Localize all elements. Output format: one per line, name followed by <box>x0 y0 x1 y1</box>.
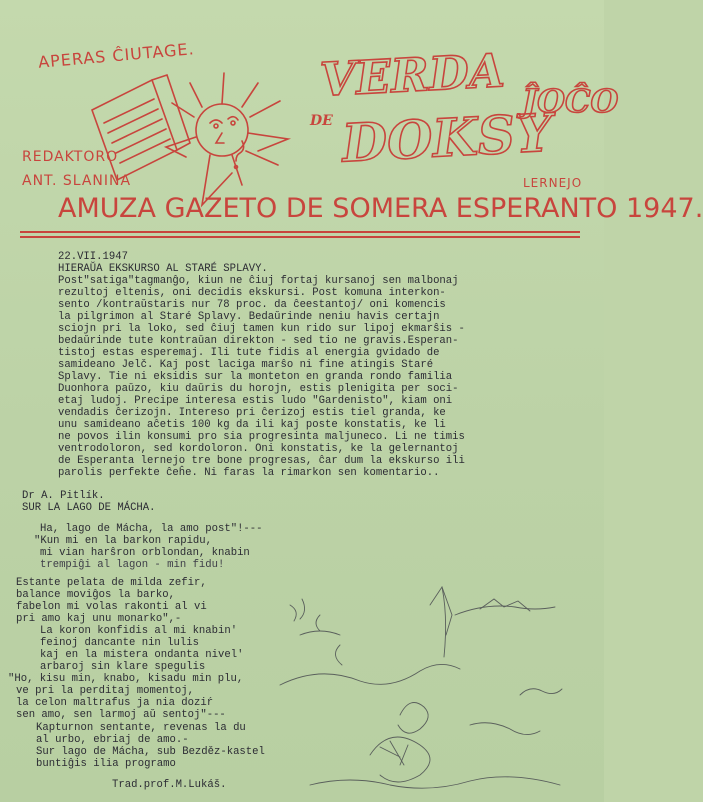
poem-line: sen amo, sen larmoj aŭ sentoj"--- <box>16 709 226 721</box>
article1-line: bedaŭrinde tute kontraŭan direkton - sed tio ne gravis.Esperan- <box>58 335 459 347</box>
article1-line: Splavy. Tie ni eksidis sur la monteton en granda rondo familia <box>58 371 453 383</box>
article1-date: 22.VII.1947 <box>58 251 128 263</box>
translator-credit: Trad.prof.M.Lukáš. <box>112 779 227 791</box>
landscape-sketch-drawing <box>280 575 580 797</box>
article1-line: rezultoj eltenis, oni decidis ekskursi. Post komuna interkon- <box>58 287 446 299</box>
article1-line: etaj ludoj. Precipe interesa estis ludo "Gardenisto", kiam oni <box>58 395 453 407</box>
school-label: LERNEJO <box>523 176 583 190</box>
poem-line: balance moviĝos la barko, <box>16 589 175 601</box>
masthead <box>0 0 703 240</box>
poem-line: Estante pelata de milda zefir, <box>16 577 207 589</box>
poem-line: "Ho, kisu min, knabo, kisadu min plu, <box>8 673 244 685</box>
editor-name: ANT. SLANINA <box>22 173 132 189</box>
masthead-rule-top <box>20 231 580 233</box>
poem-line: buntiĝis ilia programo <box>36 758 176 770</box>
poem-line: kaj en la mistera ondanta nivel' <box>40 649 244 661</box>
poem-line: pri amo kaj unu monarko",- <box>16 613 182 625</box>
poem-line: trempiĝi al lagon - min fidu! <box>40 559 225 571</box>
article1-line: sciojn pri la loko, sed ĉiuj tamen kun rido sur lipoj ekmarŝis - <box>58 323 465 335</box>
poem-line: al urbo, ebriaj de amo.- <box>36 734 189 746</box>
poem-line: la celon maltrafus ja nia doziŕ <box>16 697 214 709</box>
article1-line: samideano Jelč. Kaj post laciga marŝo ni fine atingis Staré <box>58 359 434 371</box>
title-joco: ĴOĈO <box>522 82 619 120</box>
title-verda: VERDA <box>318 43 506 107</box>
title-de: DE <box>310 113 333 129</box>
article1-line: ventrodoloron, sed kordoloron. Oni konstatis, ke la gelernantoj <box>58 443 459 455</box>
article1-line: parolis perfekte ĉeĥe. Ni faras la rimarkon sen komentario.. <box>58 467 440 479</box>
article1-line: de Esperanta lernejo tre bone progresas, ĉar dum la ekskurso ili <box>58 455 465 467</box>
article2-heading: SUR LA LAGO DE MÁCHA. <box>22 502 156 514</box>
masthead-motto: APERAS ĈIUTAGE. <box>37 39 196 72</box>
editor-label: REDAKTORO <box>22 149 119 165</box>
poem-line: La koron konfidis al mi knabin' <box>40 625 238 637</box>
masthead-rule-bottom <box>20 236 580 238</box>
title-doksy: DOKSY <box>340 102 554 175</box>
poem-line: Sur lago de Mácha, sub Bezděz-kastel <box>36 746 265 758</box>
poem-line: arbaroj sin klare spegulis <box>40 661 206 673</box>
poem-line: "Kun mi en la barkon rapidu, <box>34 535 213 547</box>
article1-line: la pilgrimon al Staré Splavy. Bedaŭrinde neniu havis certajn <box>58 311 440 323</box>
article1-line: unu samideano aĉetis 100 kg da ili kaj poste konstatis, ke li <box>58 419 446 431</box>
article1-line: sento /kontraŭstaris nur 78 proc. da ĉeestantoj/ oni komencis <box>58 299 446 311</box>
poem-line: mi vian harŝron orblondan, knabin <box>40 547 250 559</box>
poem-line: Ha, lago de Mácha, la amo post"!--- <box>40 523 263 535</box>
article2-author: Dr A. Pitlík. <box>22 490 105 502</box>
article1-line: ne povos ilin konsumi pro sia progresinta maljuneco. Li ne timis <box>58 431 465 443</box>
poem-line: feinoj dancante nin lulis <box>40 637 199 649</box>
poem-line: ve pri la perditaj momentoj, <box>16 685 195 697</box>
poem-line: fabelon mi volas rakonti al vi <box>16 601 207 613</box>
article1-heading: HIERAŬA EKSKURSO AL STARÉ SPLAVY. <box>58 263 268 275</box>
poem-line: Kapturnon sentante, revenas la du <box>36 722 246 734</box>
masthead-subtitle: AMUZA GAZETO DE SOMERA ESPERANTO 1947. <box>58 193 703 224</box>
article1-line: tistoj estas esperemaj. Ili tute fidis al energia gvidado de <box>58 347 440 359</box>
article1-line: Duonhora paŭzo, kiu daŭris du horojn, estis plenigita per soci- <box>58 383 459 395</box>
article1-line: vendadis ĉerizojn. Intereso pri ĉerizoj estis tiel granda, ke <box>58 407 446 419</box>
article1-line: Post"satiga"tagmanĝo, kiun ne ĉiuj fortaj kursanoj sen malbonaj <box>58 275 459 287</box>
